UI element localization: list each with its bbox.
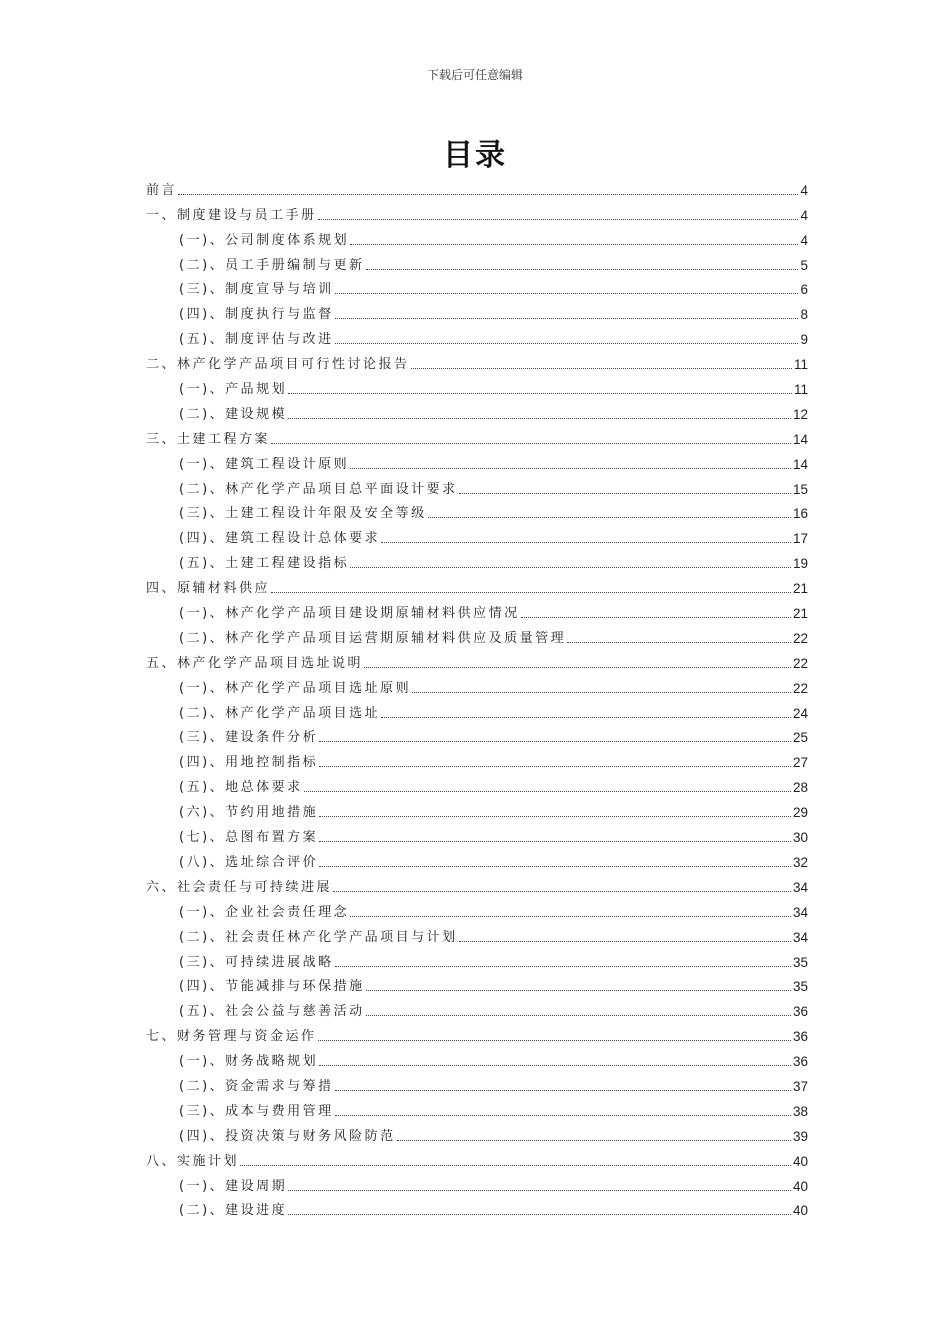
toc-dot-leader bbox=[350, 916, 791, 917]
toc-entry[interactable] bbox=[146, 946, 808, 971]
toc-entry-page-number: 40 bbox=[792, 1178, 808, 1194]
toc-entry-label: (四)、建筑工程设计总体要求 bbox=[179, 531, 381, 547]
toc-entry-label: 七、财务管理与资金运作 bbox=[146, 1029, 317, 1045]
toc-entry-page-number: 14 bbox=[792, 431, 808, 447]
toc-dot-leader bbox=[288, 393, 792, 394]
toc-dot-leader bbox=[364, 667, 791, 668]
toc-entry-page-number: 8 bbox=[800, 307, 808, 323]
toc-entry-page-number: 27 bbox=[792, 755, 808, 771]
toc-entry[interactable] bbox=[146, 473, 808, 498]
toc-dot-leader bbox=[288, 418, 791, 419]
toc-entry-label: 一、制度建设与员工手册 bbox=[146, 207, 317, 223]
toc-entry-page-number: 36 bbox=[792, 1054, 808, 1070]
toc-entry-label: (一)、企业社会责任理念 bbox=[179, 904, 350, 920]
toc-dot-leader bbox=[335, 318, 799, 319]
download-watermark: 下载后可任意编辑 bbox=[426, 68, 523, 82]
toc-entry[interactable] bbox=[146, 498, 808, 523]
toc-entry-page-number: 34 bbox=[792, 929, 808, 945]
toc-entry-label: (二)、林产化学产品项目运营期原辅材料供应及质量管理 bbox=[179, 630, 567, 646]
toc-entry-page-number: 28 bbox=[792, 780, 808, 796]
toc-entry-label: (八)、选址综合评价 bbox=[179, 854, 319, 870]
toc-entry[interactable] bbox=[146, 1145, 808, 1170]
toc-entry[interactable] bbox=[146, 697, 808, 722]
toc-entry[interactable] bbox=[146, 771, 808, 796]
toc-dot-leader bbox=[319, 1065, 791, 1066]
toc-entry-label: (一)、公司制度体系规划 bbox=[179, 232, 350, 248]
toc-dot-leader bbox=[288, 1190, 791, 1191]
toc-title: 目录 bbox=[443, 138, 507, 173]
toc-entry-label: 二、林产化学产品项目可行性讨论报告 bbox=[146, 357, 410, 373]
toc-entry-label: (五)、社会公益与慈善活动 bbox=[179, 1004, 365, 1020]
toc-entry[interactable] bbox=[146, 174, 808, 199]
toc-entry-label: 八、实施计划 bbox=[146, 1153, 240, 1169]
toc-entry[interactable] bbox=[146, 722, 808, 747]
toc-entry-label: 三、土建工程方案 bbox=[146, 431, 271, 447]
toc-dot-leader bbox=[412, 692, 791, 693]
toc-entry-label: (二)、建设进度 bbox=[179, 1203, 288, 1219]
toc-entry[interactable] bbox=[146, 597, 808, 622]
toc-entry-page-number: 24 bbox=[792, 705, 808, 721]
toc-dot-leader bbox=[333, 891, 791, 892]
toc-entry-page-number: 6 bbox=[800, 282, 808, 298]
toc-dot-leader bbox=[428, 517, 791, 518]
toc-dot-leader bbox=[366, 990, 791, 991]
toc-entry[interactable] bbox=[146, 622, 808, 647]
toc-entry-label: (六)、节约用地措施 bbox=[179, 805, 319, 821]
toc-entry-label: (四)、用地控制指标 bbox=[179, 755, 319, 771]
toc-entry-label: (一)、建设周期 bbox=[179, 1178, 288, 1194]
toc-dot-leader bbox=[567, 642, 791, 643]
toc-entry-label: (七)、总图布置方案 bbox=[179, 830, 319, 846]
toc-entry[interactable] bbox=[146, 971, 808, 996]
toc-entry-label: (一)、林产化学产品项目选址原则 bbox=[179, 680, 412, 696]
toc-entry-page-number: 35 bbox=[792, 979, 808, 995]
toc-entry[interactable] bbox=[146, 846, 808, 871]
toc-dot-leader bbox=[319, 841, 791, 842]
toc-entry[interactable] bbox=[146, 298, 808, 323]
toc-entry[interactable] bbox=[146, 896, 808, 921]
toc-entry-label: (三)、成本与费用管理 bbox=[179, 1103, 334, 1119]
toc-entry-label: 四、原辅材料供应 bbox=[146, 581, 271, 597]
toc-dot-leader bbox=[411, 368, 792, 369]
toc-entry[interactable] bbox=[146, 522, 808, 547]
toc-dot-leader bbox=[335, 966, 791, 967]
toc-entry-label: (一)、产品规划 bbox=[179, 382, 288, 398]
toc-dot-leader bbox=[271, 443, 791, 444]
toc-entry-label: (五)、土建工程建设指标 bbox=[179, 556, 350, 572]
toc-entry-page-number: 4 bbox=[800, 232, 808, 248]
toc-entry-page-number: 40 bbox=[792, 1153, 808, 1169]
toc-entry-page-number: 12 bbox=[792, 406, 808, 422]
toc-entry[interactable] bbox=[146, 871, 808, 896]
toc-dot-leader bbox=[335, 293, 799, 294]
toc-entry-label: (三)、制度宣导与培训 bbox=[179, 282, 334, 298]
toc-entry[interactable] bbox=[146, 1095, 808, 1120]
toc-entry-page-number: 34 bbox=[792, 904, 808, 920]
toc-dot-leader bbox=[350, 567, 791, 568]
toc-entry-label: (二)、社会责任林产化学产品项目与计划 bbox=[179, 929, 458, 945]
toc-entry-page-number: 40 bbox=[792, 1203, 808, 1219]
toc-entry-page-number: 19 bbox=[792, 556, 808, 572]
toc-entry-label: (五)、制度评估与改进 bbox=[179, 332, 334, 348]
toc-entry-page-number: 30 bbox=[792, 830, 808, 846]
toc-dot-leader bbox=[350, 244, 798, 245]
table-of-contents bbox=[146, 174, 808, 1219]
toc-entry[interactable] bbox=[146, 647, 808, 672]
toc-entry-label: (一)、建筑工程设计原则 bbox=[179, 456, 350, 472]
toc-entry[interactable] bbox=[146, 274, 808, 299]
toc-dot-leader bbox=[178, 194, 798, 195]
toc-entry-page-number: 9 bbox=[800, 332, 808, 348]
toc-entry-page-number: 22 bbox=[792, 680, 808, 696]
toc-entry[interactable] bbox=[146, 224, 808, 249]
toc-entry[interactable] bbox=[146, 199, 808, 224]
toc-entry-label: (五)、地总体要求 bbox=[179, 780, 303, 796]
toc-dot-leader bbox=[319, 766, 791, 767]
toc-entry-label: (三)、建设条件分析 bbox=[179, 730, 319, 746]
toc-entry-label: (二)、林产化学产品项目选址 bbox=[179, 705, 381, 721]
toc-dot-leader bbox=[335, 1115, 791, 1116]
toc-entry[interactable] bbox=[146, 821, 808, 846]
toc-entry-page-number: 37 bbox=[792, 1078, 808, 1094]
toc-entry[interactable] bbox=[146, 323, 808, 348]
toc-entry-label: (二)、林产化学产品项目总平面设计要求 bbox=[179, 481, 458, 497]
toc-entry[interactable] bbox=[146, 373, 808, 398]
toc-entry[interactable] bbox=[146, 448, 808, 473]
toc-dot-leader bbox=[366, 269, 799, 270]
toc-entry-label: (二)、建设规模 bbox=[179, 406, 288, 422]
toc-entry[interactable] bbox=[146, 547, 808, 572]
toc-entry[interactable] bbox=[146, 1045, 808, 1070]
toc-entry[interactable] bbox=[146, 423, 808, 448]
toc-entry-page-number: 38 bbox=[792, 1103, 808, 1119]
toc-entry-page-number: 14 bbox=[792, 456, 808, 472]
toc-entry[interactable] bbox=[146, 398, 808, 423]
toc-entry-page-number: 36 bbox=[792, 1004, 808, 1020]
toc-dot-leader bbox=[304, 791, 791, 792]
toc-entry-page-number: 17 bbox=[792, 531, 808, 547]
toc-entry-label: (二)、资金需求与筹措 bbox=[179, 1078, 334, 1094]
toc-entry-label: (四)、投资决策与财务风险防范 bbox=[179, 1128, 396, 1144]
toc-entry-page-number: 34 bbox=[792, 879, 808, 895]
toc-dot-leader bbox=[521, 617, 791, 618]
toc-entry-page-number: 4 bbox=[800, 182, 808, 198]
toc-entry-label: (三)、土建工程设计年限及安全等级 bbox=[179, 506, 427, 522]
toc-entry[interactable] bbox=[146, 746, 808, 771]
toc-dot-leader bbox=[271, 592, 791, 593]
toc-dot-leader bbox=[319, 866, 791, 867]
toc-dot-leader bbox=[335, 1090, 791, 1091]
toc-dot-leader bbox=[240, 1165, 791, 1166]
toc-entry-page-number: 11 bbox=[793, 357, 808, 373]
toc-entry[interactable] bbox=[146, 1195, 808, 1220]
toc-entry-page-number: 32 bbox=[792, 854, 808, 870]
toc-entry[interactable] bbox=[146, 796, 808, 821]
toc-entry[interactable] bbox=[146, 1170, 808, 1195]
toc-dot-leader bbox=[459, 941, 791, 942]
toc-dot-leader bbox=[350, 468, 791, 469]
toc-entry-label: 五、林产化学产品项目选址说明 bbox=[146, 655, 364, 671]
toc-entry-page-number: 21 bbox=[792, 581, 808, 597]
toc-entry[interactable] bbox=[146, 1020, 808, 1045]
toc-dot-leader bbox=[366, 1015, 791, 1016]
toc-entry-page-number: 16 bbox=[792, 506, 808, 522]
toc-entry[interactable] bbox=[146, 249, 808, 274]
toc-entry-label: (四)、制度执行与监督 bbox=[179, 307, 334, 323]
toc-entry-label: 六、社会责任与可持续进展 bbox=[146, 879, 333, 895]
toc-entry[interactable] bbox=[146, 348, 808, 373]
toc-entry-page-number: 22 bbox=[792, 655, 808, 671]
toc-dot-leader bbox=[335, 343, 799, 344]
toc-entry-page-number: 11 bbox=[793, 382, 808, 398]
toc-entry-page-number: 35 bbox=[792, 954, 808, 970]
toc-entry-label: 前言 bbox=[146, 182, 178, 198]
toc-dot-leader bbox=[288, 1214, 791, 1215]
toc-entry[interactable] bbox=[146, 572, 808, 597]
toc-entry-label: (一)、财务战略规划 bbox=[179, 1054, 319, 1070]
toc-entry-page-number: 29 bbox=[792, 805, 808, 821]
toc-entry-page-number: 21 bbox=[792, 606, 808, 622]
toc-entry-label: (四)、节能减排与环保措施 bbox=[179, 979, 365, 995]
toc-dot-leader bbox=[319, 816, 791, 817]
toc-entry[interactable] bbox=[146, 672, 808, 697]
toc-entry-page-number: 25 bbox=[792, 730, 808, 746]
toc-entry[interactable] bbox=[146, 1120, 808, 1145]
toc-entry-label: (二)、员工手册编制与更新 bbox=[179, 257, 365, 273]
toc-entry-page-number: 15 bbox=[792, 481, 808, 497]
toc-entry-page-number: 5 bbox=[800, 257, 808, 273]
toc-dot-leader bbox=[318, 1040, 791, 1041]
toc-dot-leader bbox=[381, 542, 791, 543]
toc-entry-label: (一)、林产化学产品项目建设期原辅材料供应情况 bbox=[179, 606, 520, 622]
toc-entry-page-number: 36 bbox=[792, 1029, 808, 1045]
toc-dot-leader bbox=[397, 1140, 791, 1141]
toc-dot-leader bbox=[459, 493, 791, 494]
toc-dot-leader bbox=[381, 717, 791, 718]
toc-entry-page-number: 39 bbox=[792, 1128, 808, 1144]
toc-entry-label: (三)、可持续进展战略 bbox=[179, 954, 334, 970]
toc-entry[interactable] bbox=[146, 995, 808, 1020]
toc-entry[interactable] bbox=[146, 1070, 808, 1095]
toc-dot-leader bbox=[318, 219, 799, 220]
toc-entry[interactable] bbox=[146, 921, 808, 946]
toc-entry-page-number: 4 bbox=[800, 207, 808, 223]
toc-entry-page-number: 22 bbox=[792, 630, 808, 646]
toc-dot-leader bbox=[319, 741, 791, 742]
